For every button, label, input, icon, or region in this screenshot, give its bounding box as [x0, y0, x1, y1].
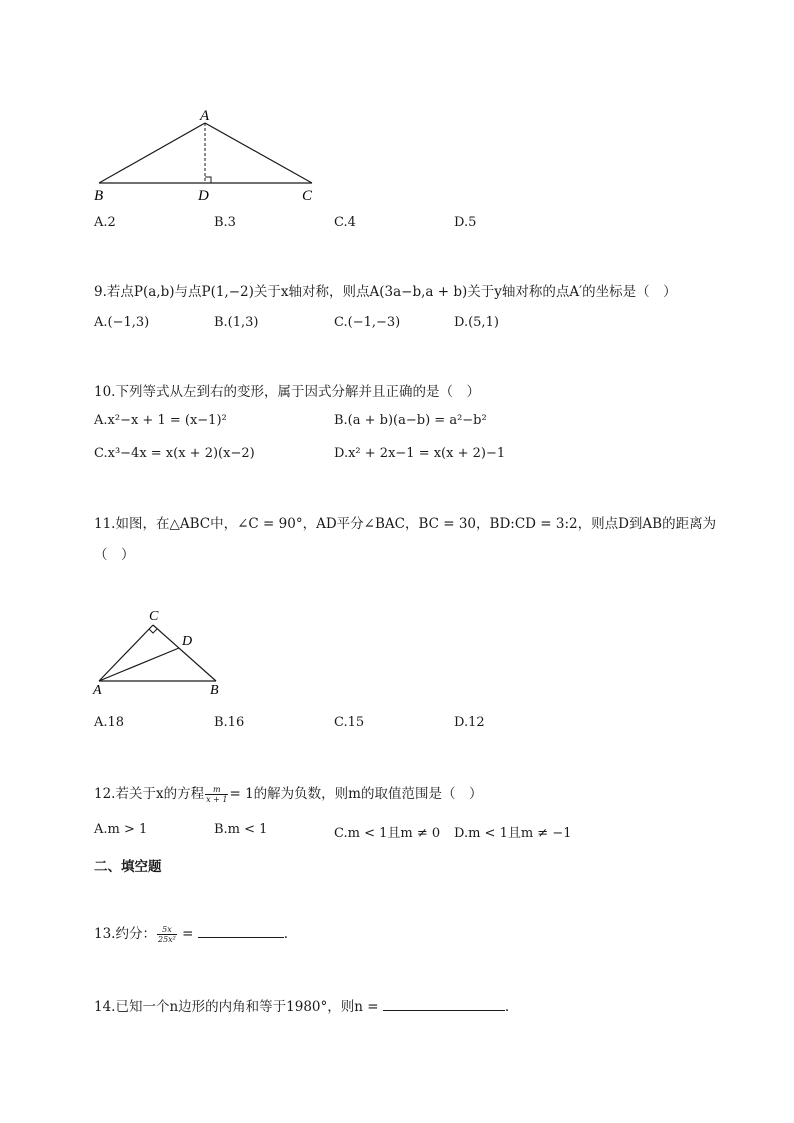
q8-option-c: C.4	[334, 215, 356, 230]
q8-option-d: D.5	[454, 215, 477, 230]
triangle-abd-figure	[84, 100, 334, 206]
right-angle-mark	[149, 629, 157, 633]
q14-stem: 14.已知一个n边形的内角和等于1980°，则n =	[94, 999, 383, 1015]
segment-ab	[99, 123, 205, 183]
q12-option-a: A.m > 1	[94, 822, 148, 837]
q12-stem-prefix: 12.若关于x的方程	[94, 786, 205, 802]
q12-frac-den: x + 1	[206, 795, 228, 804]
label-d: D	[198, 188, 209, 204]
triangle-abc-figure	[88, 600, 238, 700]
q13-stem	[94, 922, 288, 944]
q13-answer-blank[interactable]	[198, 925, 284, 938]
q13-frac-num: 5x	[157, 925, 177, 935]
label-c: C	[149, 609, 159, 624]
segment-ad	[99, 648, 179, 681]
label-a: A	[200, 108, 210, 124]
q13-frac-den: 25x²	[157, 935, 176, 944]
q11-option-a: A.18	[94, 715, 125, 730]
q9-option-c: C.(−1,−3)	[334, 315, 401, 330]
q9-stem: 9.若点P(a,b)与点P(1,−2)关于x轴对称，则点A(3a−b,a + b)关于y轴对称的点A′的坐标是（ ）	[94, 284, 677, 300]
q12-fraction	[205, 785, 228, 804]
segment-ac	[99, 625, 153, 681]
q12-frac-num: m	[205, 785, 228, 795]
q11-option-c: C.15	[334, 715, 365, 730]
q10-option-a: A.x²−x + 1 = (x−1)²	[94, 413, 227, 428]
q10-option-c: C.x³−4x = x(x + 2)(x−2)	[94, 446, 255, 461]
q11-stem-line1: 11.如图，在△ABC中，∠C = 90°，AD平分∠BAC，BC = 30，BD:CD = 3:2，则点D到AB的距离为	[94, 516, 717, 532]
q12-stem-suffix: = 1的解为负数，则m的取值范围是（ ）	[229, 786, 483, 802]
q12-option-d: D.m < 1且m ≠ −1	[454, 826, 572, 841]
q12-option-b: B.m < 1	[214, 822, 268, 837]
q9-option-b: B.(1,3)	[214, 315, 259, 330]
q11-stem-line2: （ ）	[94, 547, 135, 563]
q13-fraction	[157, 925, 177, 944]
section-title-fill-in: 二、填空题	[94, 859, 162, 875]
q13-stem-prefix: 13.约分：	[94, 926, 156, 942]
q12-option-c: C.m < 1且m ≠ 0	[334, 826, 441, 841]
q11-option-b: B.16	[214, 715, 245, 730]
q12-stem	[94, 782, 482, 804]
segment-ac	[205, 123, 312, 183]
label-a: A	[93, 683, 102, 698]
q9-option-d: D.(5,1)	[454, 315, 499, 330]
label-d: D	[182, 634, 193, 649]
q14-answer-blank[interactable]	[383, 998, 505, 1011]
q9-option-a: A.(−1,3)	[94, 315, 150, 330]
q8-option-b: B.3	[214, 215, 236, 230]
q10-option-b: B.(a + b)(a−b) = a²−b²	[334, 413, 487, 428]
q10-stem: 10.下列等式从左到右的变形，属于因式分解并且正确的是（ ）	[94, 384, 480, 400]
right-angle-mark	[205, 177, 211, 183]
label-b: B	[94, 188, 104, 204]
q10-option-d: D.x² + 2x−1 = x(x + 2)−1	[334, 446, 506, 461]
q14-end: .	[504, 999, 510, 1015]
q13-end: .	[283, 926, 289, 942]
q14-stem-line	[94, 995, 509, 1015]
q8-option-a: A.2	[94, 215, 116, 230]
q13-stem-suffix: =	[177, 926, 198, 942]
label-c: C	[302, 188, 313, 204]
label-b: B	[210, 683, 219, 698]
q11-option-d: D.12	[454, 715, 485, 730]
